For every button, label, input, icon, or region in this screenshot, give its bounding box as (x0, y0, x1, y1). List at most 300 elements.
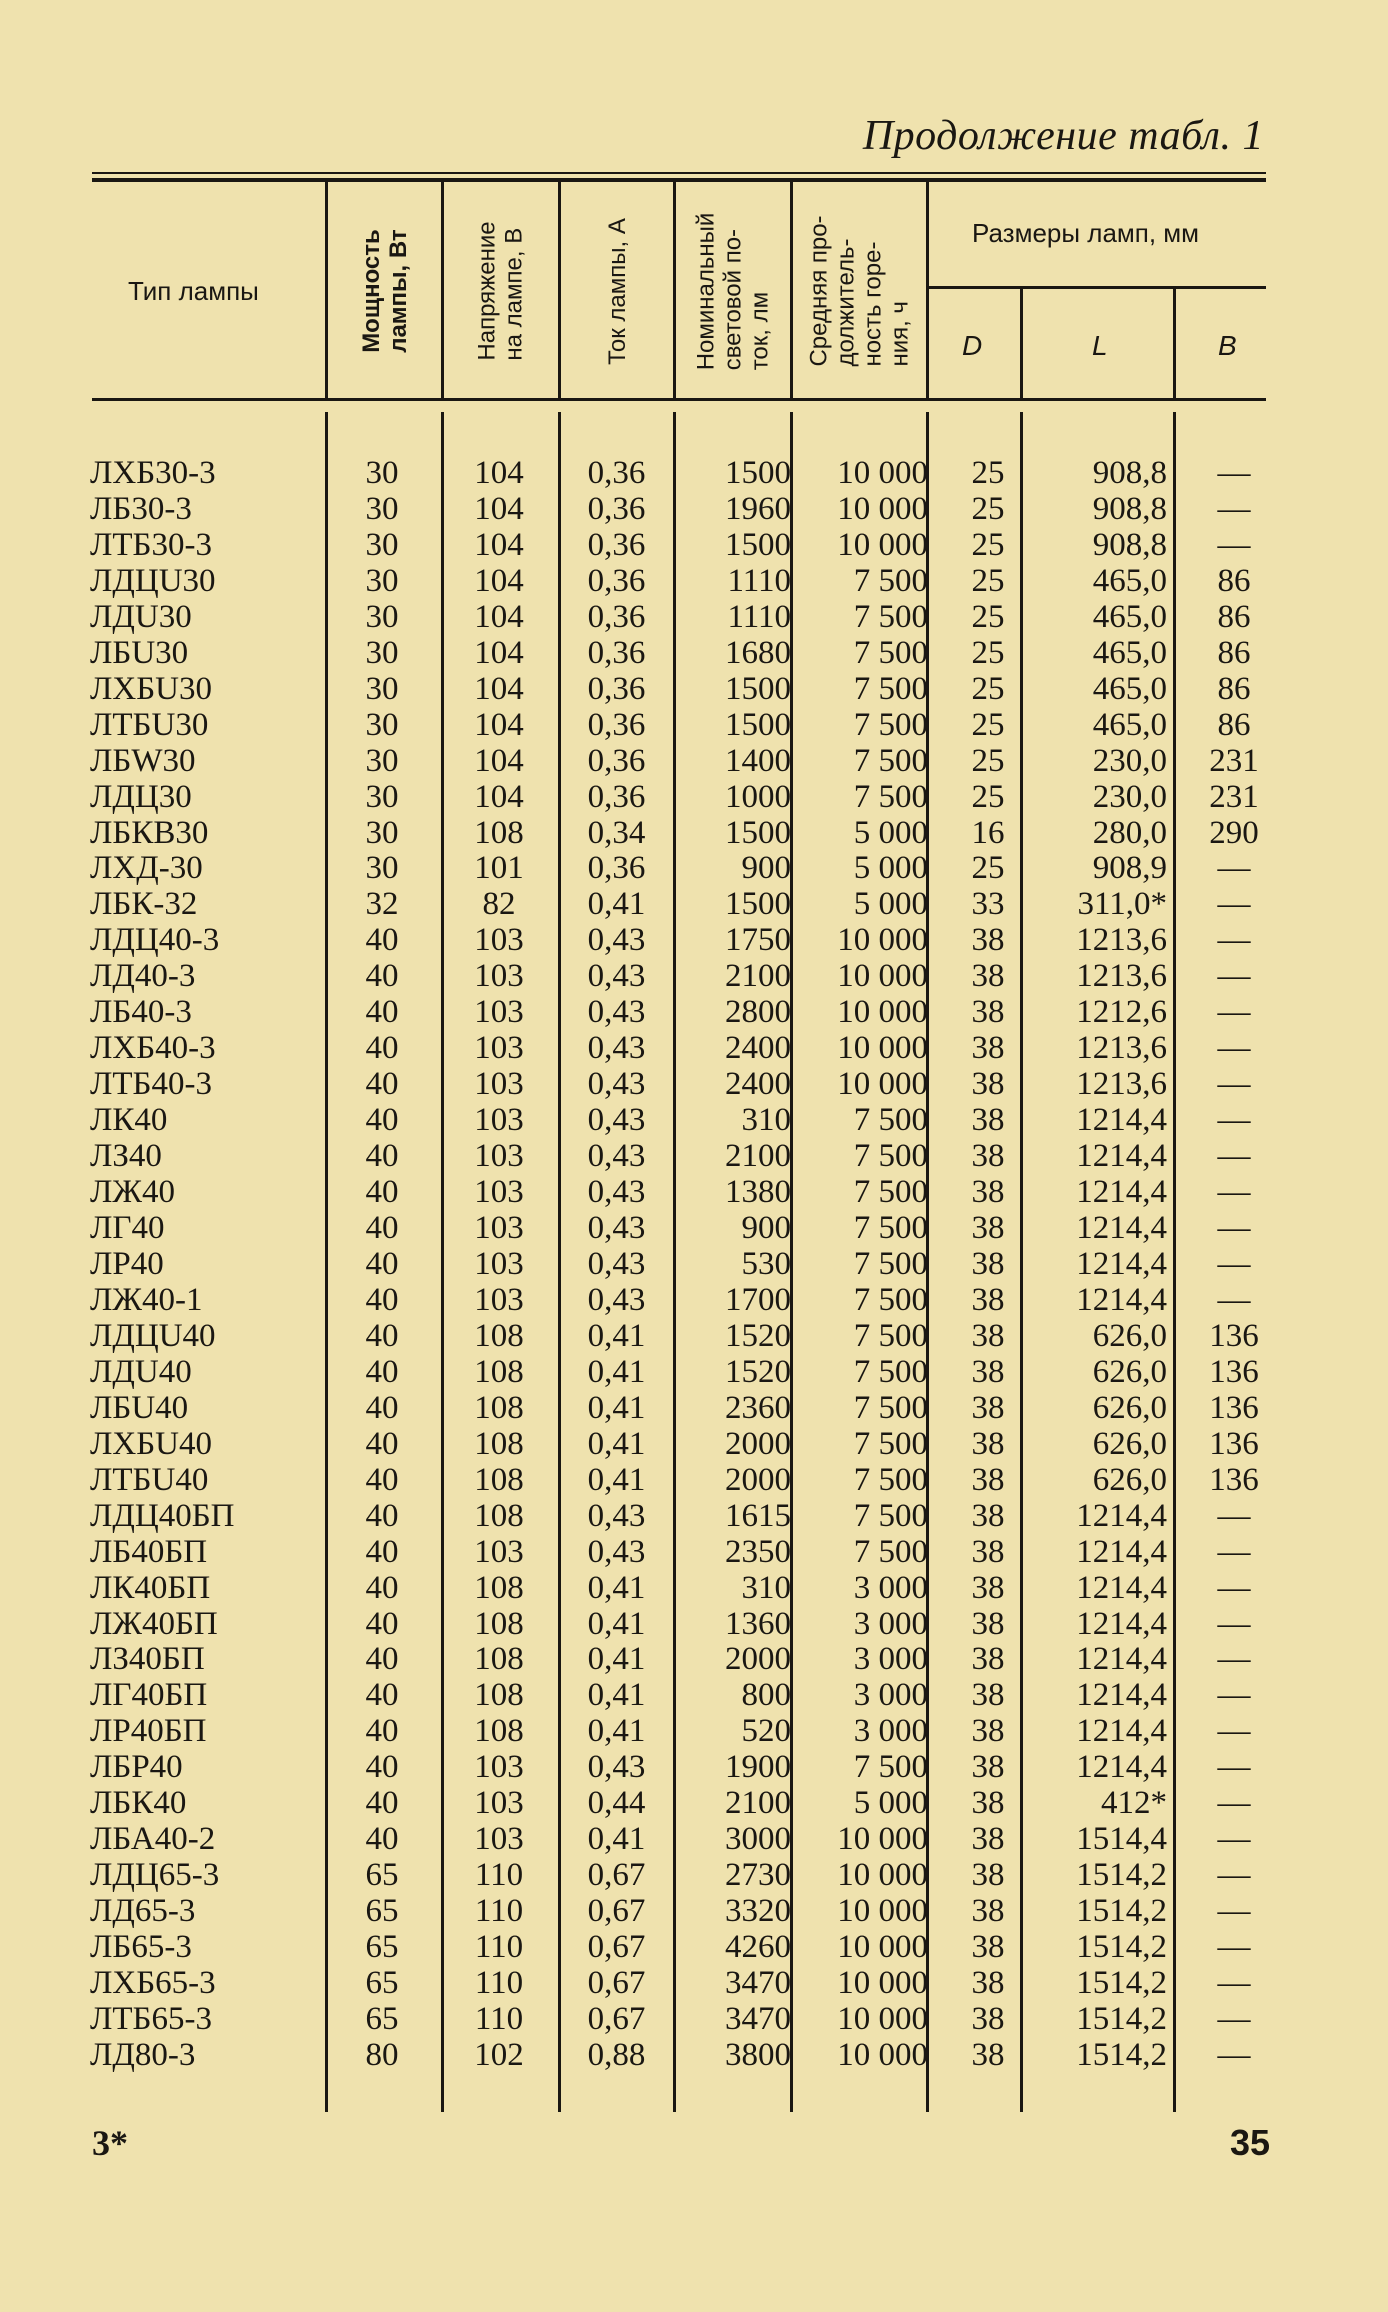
cell-flux: 2800 (725, 994, 791, 1031)
cell-life: 3 000 (853, 1677, 928, 1714)
cell-power: 80 (365, 2036, 399, 2073)
table-row (90, 851, 1279, 887)
cell-power: 40 (365, 1461, 399, 1498)
cell-current: 0,43 (587, 1102, 646, 1139)
cell-size-l: 626,0 (1092, 1389, 1167, 1426)
cell-power: 40 (365, 1210, 399, 1247)
cell-flux: 3000 (725, 1821, 791, 1858)
cell-power: 30 (365, 850, 399, 887)
cell-life: 7 500 (853, 1425, 928, 1462)
cell-voltage: 103 (474, 1138, 524, 1175)
cell-power: 40 (365, 958, 399, 995)
cell-size-l: 908,8 (1092, 455, 1167, 491)
cell-power: 40 (365, 1677, 399, 1714)
header-power: Мощность лампы, Вт (357, 229, 412, 353)
cell-life: 10 000 (837, 2036, 928, 2073)
cell-current: 0,67 (587, 1965, 646, 2002)
cell-voltage: 103 (474, 1785, 524, 1822)
cell-size-l: 465,0 (1092, 562, 1167, 599)
cell-power: 30 (365, 778, 399, 815)
cell-size-d: 38 (971, 1785, 1005, 1822)
table-row (90, 672, 1279, 708)
cell-flux: 1500 (725, 670, 791, 707)
cell-flux: 1500 (725, 455, 791, 491)
table-row (90, 744, 1279, 780)
cell-power: 40 (365, 1713, 399, 1750)
cell-flux: 2730 (725, 1857, 791, 1894)
cell-type: ЛХБ65-3 (90, 1965, 216, 2002)
cell-life: 7 500 (853, 1497, 928, 1534)
header-sub-d: D (962, 330, 983, 361)
header-divider-8 (1173, 289, 1176, 398)
cell-size-d: 38 (971, 1066, 1005, 1103)
cell-size-b: — (1217, 1210, 1251, 1247)
cell-voltage: 103 (474, 1245, 524, 1282)
cell-flux: 1500 (725, 526, 791, 563)
cell-flux: 2100 (725, 958, 791, 995)
cell-size-d: 25 (971, 526, 1005, 563)
cell-current: 0,43 (587, 1749, 646, 1786)
cell-size-d: 38 (971, 994, 1005, 1031)
cell-voltage: 108 (474, 1677, 524, 1714)
table-row (90, 1858, 1279, 1894)
cell-size-b: 231 (1209, 742, 1259, 779)
cell-size-b: — (1217, 1138, 1251, 1175)
cell-power: 40 (365, 1425, 399, 1462)
cell-size-b: — (1217, 455, 1251, 491)
table-row (90, 528, 1279, 564)
top-rule-thin (92, 172, 1266, 174)
table-row (90, 636, 1279, 672)
table-row (90, 1642, 1279, 1678)
cell-size-b: — (1217, 1821, 1251, 1858)
cell-life: 7 500 (853, 1461, 928, 1498)
table-row (90, 1427, 1279, 1463)
cell-power: 40 (365, 1605, 399, 1642)
header-current-cell (561, 184, 673, 398)
cell-size-b: — (1217, 1785, 1251, 1822)
cell-size-l: 1213,6 (1076, 1066, 1167, 1103)
table-row (90, 816, 1279, 852)
cell-size-b: — (1217, 1102, 1251, 1139)
cell-life: 7 500 (853, 1281, 928, 1318)
cell-size-d: 38 (971, 1030, 1005, 1067)
cell-size-l: 465,0 (1092, 598, 1167, 635)
cell-type: ЛДЦ65-3 (90, 1857, 220, 1894)
cell-size-b: — (1217, 1605, 1251, 1642)
cell-power: 30 (365, 742, 399, 779)
cell-type: ЛД80-3 (90, 2036, 196, 2073)
cell-flux: 1500 (725, 886, 791, 923)
cell-power: 30 (365, 706, 399, 743)
cell-voltage: 108 (474, 1425, 524, 1462)
cell-type: ЛЗ40 (90, 1138, 162, 1175)
cell-size-d: 38 (971, 1677, 1005, 1714)
cell-life: 10 000 (837, 922, 928, 959)
cell-flux: 3470 (725, 2000, 791, 2037)
cell-power: 40 (365, 1821, 399, 1858)
cell-size-l: 1214,4 (1076, 1749, 1167, 1786)
cell-type: ЛД65-3 (90, 1893, 196, 1930)
cell-current: 0,41 (587, 1713, 646, 1750)
table-row (90, 1283, 1279, 1319)
cell-voltage: 108 (474, 1497, 524, 1534)
cell-type: ЛХБ30-3 (90, 455, 216, 491)
cell-size-l: 1213,6 (1076, 958, 1167, 995)
cell-current: 0,41 (587, 1641, 646, 1678)
cell-type: ЛР40 (90, 1245, 164, 1282)
cell-size-d: 38 (971, 1461, 1005, 1498)
cell-current: 0,36 (587, 706, 646, 743)
cell-size-l: 465,0 (1092, 706, 1167, 743)
cell-life: 10 000 (837, 455, 928, 491)
cell-size-l: 412* (1101, 1785, 1167, 1822)
cell-size-b: 290 (1209, 814, 1259, 851)
table-continuation-caption: Продолжение табл. 1 (862, 113, 1264, 159)
cell-voltage: 103 (474, 994, 524, 1031)
cell-life: 10 000 (837, 1893, 928, 1930)
cell-type: ЛК40 (90, 1102, 168, 1139)
cell-life: 10 000 (837, 526, 928, 563)
cell-flux: 900 (741, 850, 791, 887)
cell-size-d: 38 (971, 1102, 1005, 1139)
table-row (90, 1535, 1279, 1571)
cell-size-d: 38 (971, 2000, 1005, 2037)
cell-flux: 1110 (727, 562, 791, 599)
sizes-subheader-rule (926, 286, 1266, 289)
cell-size-d: 25 (971, 634, 1005, 671)
cell-size-d: 25 (971, 490, 1005, 527)
cell-size-d: 38 (971, 1174, 1005, 1211)
cell-size-l: 908,9 (1092, 850, 1167, 887)
table-row (90, 1714, 1279, 1750)
cell-current: 0,43 (587, 922, 646, 959)
cell-voltage: 110 (474, 1893, 524, 1930)
header-sub-l: L (1092, 330, 1108, 361)
cell-power: 40 (365, 1245, 399, 1282)
cell-voltage: 103 (474, 1281, 524, 1318)
cell-power: 32 (365, 886, 399, 923)
cell-type: ЛДU40 (90, 1353, 192, 1390)
cell-life: 5 000 (853, 886, 928, 923)
cell-life: 3 000 (853, 1569, 928, 1606)
cell-life: 5 000 (853, 850, 928, 887)
lamp-data-table (90, 456, 1279, 2074)
cell-type: ЛХБ40-3 (90, 1030, 216, 1067)
cell-current: 0,36 (587, 455, 646, 491)
cell-size-b: — (1217, 1030, 1251, 1067)
cell-current: 0,43 (587, 1533, 646, 1570)
cell-current: 0,36 (587, 562, 646, 599)
cell-size-b: — (1217, 886, 1251, 923)
cell-size-l: 908,8 (1092, 526, 1167, 563)
cell-power: 40 (365, 1138, 399, 1175)
cell-size-l: 311,0* (1077, 886, 1167, 923)
cell-size-b: 136 (1209, 1317, 1259, 1354)
cell-current: 0,67 (587, 1893, 646, 1930)
cell-size-b: — (1217, 1245, 1251, 1282)
cell-current: 0,67 (587, 1857, 646, 1894)
cell-size-d: 25 (971, 670, 1005, 707)
cell-size-b: — (1217, 922, 1251, 959)
cell-type: ЛТБU40 (90, 1461, 209, 1498)
cell-current: 0,43 (587, 1066, 646, 1103)
cell-size-l: 626,0 (1092, 1353, 1167, 1390)
table-row (90, 1750, 1279, 1786)
header-flux: Номинальный световой по- ток, лм (692, 212, 774, 370)
cell-life: 7 500 (853, 706, 928, 743)
cell-size-d: 25 (971, 455, 1005, 491)
cell-size-b: — (1217, 1066, 1251, 1103)
cell-life: 7 500 (853, 1389, 928, 1426)
cell-size-d: 38 (971, 922, 1005, 959)
cell-flux: 2400 (725, 1030, 791, 1067)
cell-power: 40 (365, 1281, 399, 1318)
cell-flux: 520 (741, 1713, 791, 1750)
cell-voltage: 108 (474, 1317, 524, 1354)
table-row (90, 923, 1279, 959)
cell-size-d: 38 (971, 1641, 1005, 1678)
cell-power: 40 (365, 1749, 399, 1786)
cell-size-d: 38 (971, 1893, 1005, 1930)
table-row (90, 887, 1279, 923)
cell-flux: 1700 (725, 1281, 791, 1318)
cell-size-b: — (1217, 1713, 1251, 1750)
cell-voltage: 103 (474, 1533, 524, 1570)
cell-size-l: 1514,2 (1076, 1965, 1167, 2002)
cell-current: 0,36 (587, 670, 646, 707)
header-voltage-cell (444, 184, 558, 398)
cell-flux: 3800 (725, 2036, 791, 2073)
cell-power: 30 (365, 562, 399, 599)
cell-size-d: 33 (971, 886, 1005, 923)
cell-current: 0,36 (587, 850, 646, 887)
header-voltage: Напряжение на лампе, В (474, 221, 529, 361)
cell-voltage: 108 (474, 1569, 524, 1606)
table-row (90, 1894, 1279, 1930)
header-sub-b: B (1218, 330, 1237, 361)
cell-life: 7 500 (853, 1533, 928, 1570)
cell-voltage: 104 (474, 490, 524, 527)
cell-size-d: 38 (971, 1425, 1005, 1462)
cell-voltage: 101 (474, 850, 524, 887)
cell-size-b: — (1217, 526, 1251, 563)
cell-flux: 3470 (725, 1965, 791, 2002)
cell-size-d: 38 (971, 1965, 1005, 2002)
cell-type: ЛБК40 (90, 1785, 187, 1822)
cell-size-b: — (1217, 958, 1251, 995)
cell-voltage: 104 (474, 634, 524, 671)
table-row (90, 1678, 1279, 1714)
cell-flux: 2100 (725, 1785, 791, 1822)
cell-size-b: — (1217, 1965, 1251, 2002)
table-row (90, 492, 1279, 528)
cell-current: 0,36 (587, 634, 646, 671)
cell-life: 10 000 (837, 490, 928, 527)
cell-size-b: — (1217, 850, 1251, 887)
table-row (90, 2002, 1279, 2038)
table-row (90, 456, 1279, 492)
cell-current: 0,41 (587, 1425, 646, 1462)
cell-size-d: 25 (971, 850, 1005, 887)
cell-life: 7 500 (853, 670, 928, 707)
table-row (90, 564, 1279, 600)
cell-size-b: 86 (1217, 670, 1251, 707)
table-row (90, 959, 1279, 995)
cell-flux: 310 (741, 1569, 791, 1606)
cell-life: 10 000 (837, 1857, 928, 1894)
cell-type: ЛДU30 (90, 598, 192, 635)
cell-type: ЛБU30 (90, 634, 189, 671)
cell-size-b: 136 (1209, 1461, 1259, 1498)
cell-flux: 2000 (725, 1425, 791, 1462)
table-row (90, 1031, 1279, 1067)
cell-life: 7 500 (853, 598, 928, 635)
cell-type: ЛДЦU30 (90, 562, 216, 599)
cell-power: 40 (365, 922, 399, 959)
cell-voltage: 102 (474, 2036, 524, 2073)
cell-current: 0,36 (587, 490, 646, 527)
cell-power: 40 (365, 1569, 399, 1606)
cell-voltage: 108 (474, 1641, 524, 1678)
cell-size-l: 908,8 (1092, 490, 1167, 527)
cell-size-b: — (1217, 1174, 1251, 1211)
cell-type: ЛТБU30 (90, 706, 209, 743)
table-row (90, 1786, 1279, 1822)
cell-life: 3 000 (853, 1641, 928, 1678)
cell-size-l: 280,0 (1092, 814, 1167, 851)
cell-voltage: 104 (474, 562, 524, 599)
cell-life: 5 000 (853, 1785, 928, 1822)
cell-voltage: 108 (474, 1605, 524, 1642)
table-row (90, 1930, 1279, 1966)
cell-voltage: 103 (474, 958, 524, 995)
cell-voltage: 103 (474, 1066, 524, 1103)
cell-current: 0,43 (587, 958, 646, 995)
cell-power: 30 (365, 670, 399, 707)
cell-life: 10 000 (837, 958, 928, 995)
cell-size-l: 230,0 (1092, 778, 1167, 815)
cell-power: 30 (365, 598, 399, 635)
cell-current: 0,34 (587, 814, 646, 851)
cell-voltage: 103 (474, 1749, 524, 1786)
page-number: 35 (1229, 2122, 1270, 2163)
cell-life: 7 500 (853, 778, 928, 815)
cell-size-b: 231 (1209, 778, 1259, 815)
cell-flux: 4260 (725, 1929, 791, 1966)
cell-voltage: 110 (474, 1929, 524, 1966)
cell-type: ЛБА40-2 (90, 1821, 216, 1858)
cell-voltage: 103 (474, 922, 524, 959)
cell-size-d: 25 (971, 706, 1005, 743)
cell-life: 10 000 (837, 994, 928, 1031)
cell-life: 7 500 (853, 1317, 928, 1354)
cell-voltage: 104 (474, 670, 524, 707)
cell-life: 7 500 (853, 742, 928, 779)
cell-current: 0,67 (587, 1929, 646, 1966)
cell-life: 7 500 (853, 1245, 928, 1282)
cell-type: ЛДЦ40БП (90, 1497, 235, 1534)
cell-current: 0,41 (587, 1389, 646, 1426)
cell-power: 40 (365, 1102, 399, 1139)
cell-size-b: 136 (1209, 1425, 1259, 1462)
cell-size-l: 1214,4 (1076, 1605, 1167, 1642)
table-row (90, 1499, 1279, 1535)
cell-power: 40 (365, 1641, 399, 1678)
cell-size-l: 465,0 (1092, 670, 1167, 707)
cell-type: ЛК40БП (90, 1569, 211, 1606)
cell-size-l: 1213,6 (1076, 922, 1167, 959)
cell-current: 0,43 (587, 1138, 646, 1175)
cell-type: ЛР40БП (90, 1713, 207, 1750)
cell-current: 0,41 (587, 1569, 646, 1606)
cell-size-b: 86 (1217, 706, 1251, 743)
cell-size-l: 1214,4 (1076, 1138, 1167, 1175)
cell-size-d: 38 (971, 1929, 1005, 1966)
cell-size-l: 1514,2 (1076, 2000, 1167, 2037)
cell-life: 7 500 (853, 562, 928, 599)
cell-voltage: 104 (474, 778, 524, 815)
cell-size-l: 626,0 (1092, 1425, 1167, 1462)
cell-power: 40 (365, 1533, 399, 1570)
cell-current: 0,43 (587, 994, 646, 1031)
cell-type: ЛДЦU40 (90, 1317, 216, 1354)
cell-type: ЛБ40-3 (90, 994, 192, 1031)
cell-voltage: 108 (474, 1461, 524, 1498)
cell-current: 0,43 (587, 1174, 646, 1211)
cell-size-l: 1214,4 (1076, 1677, 1167, 1714)
cell-size-d: 38 (971, 1497, 1005, 1534)
cell-current: 0,41 (587, 1317, 646, 1354)
cell-life: 3 000 (853, 1713, 928, 1750)
cell-power: 30 (365, 634, 399, 671)
cell-size-b: — (1217, 1533, 1251, 1570)
cell-type: ЛЗ40БП (90, 1641, 205, 1678)
table-row (90, 1355, 1279, 1391)
cell-power: 40 (365, 1353, 399, 1390)
cell-flux: 1000 (725, 778, 791, 815)
cell-power: 40 (365, 1030, 399, 1067)
cell-size-l: 1514,2 (1076, 1929, 1167, 1966)
cell-type: ЛГ40 (90, 1210, 165, 1247)
cell-size-d: 38 (971, 2036, 1005, 2073)
cell-size-l: 1214,4 (1076, 1713, 1167, 1750)
cell-size-d: 38 (971, 1210, 1005, 1247)
cell-life: 7 500 (853, 1138, 928, 1175)
cell-voltage: 108 (474, 814, 524, 851)
cell-voltage: 82 (482, 886, 516, 923)
cell-type: ЛХД-30 (90, 850, 203, 887)
cell-type: ЛТБ30-3 (90, 526, 212, 563)
cell-current: 0,88 (587, 2036, 646, 2073)
cell-current: 0,41 (587, 1821, 646, 1858)
cell-flux: 2100 (725, 1138, 791, 1175)
cell-type: ЛБU40 (90, 1389, 189, 1426)
table-row (90, 1822, 1279, 1858)
cell-type: ЛЖ40-1 (90, 1281, 203, 1318)
cell-flux: 3320 (725, 1893, 791, 1930)
cell-power: 65 (365, 2000, 399, 2037)
cell-life: 10 000 (837, 1965, 928, 2002)
header-sizes: Размеры ламп, мм (972, 218, 1200, 248)
cell-flux: 1680 (725, 634, 791, 671)
cell-life: 7 500 (853, 1353, 928, 1390)
cell-power: 40 (365, 1317, 399, 1354)
cell-size-l: 465,0 (1092, 634, 1167, 671)
table-row (90, 1607, 1279, 1643)
cell-voltage: 108 (474, 1353, 524, 1390)
cell-flux: 1110 (727, 598, 791, 635)
